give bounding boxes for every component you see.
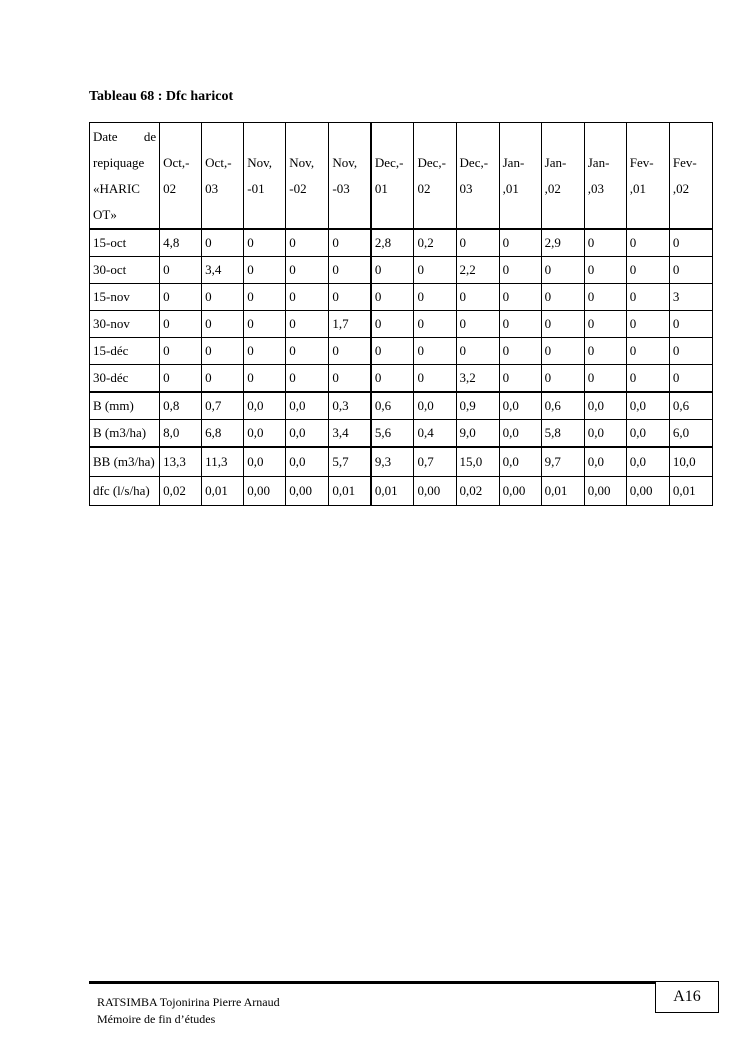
table-cell: 0 — [244, 365, 286, 393]
header-row — [90, 123, 713, 230]
table-cell: 5,6 — [371, 420, 414, 448]
header-date-word: Date — [93, 129, 118, 144]
header-cell: Jan- ,03 — [584, 123, 626, 230]
table-cell: 0 — [160, 284, 202, 311]
header-cell: Nov, -01 — [244, 123, 286, 230]
table-cell: 0 — [286, 365, 329, 393]
table-cell: 0,3 — [329, 392, 371, 420]
footer-author: RATSIMBA Tojonirina Pierre Arnaud — [97, 995, 280, 1009]
table-cell: 9,7 — [541, 447, 584, 477]
header-cell: Dec,- 03 — [456, 123, 499, 230]
table-cell: 0,00 — [244, 477, 286, 506]
table-cell: 10,0 — [669, 447, 712, 477]
table-cell: 6,8 — [202, 420, 244, 448]
table-cell: 0,01 — [329, 477, 371, 506]
header-cell: Nov, -03 — [329, 123, 371, 230]
table-cell: 0,0 — [584, 447, 626, 477]
table-cell: 0 — [244, 311, 286, 338]
table-cell: 3,2 — [456, 365, 499, 393]
row-label: BB (m3/ha) — [90, 447, 160, 477]
table-cell: 0 — [499, 284, 541, 311]
table-cell: 0,0 — [286, 447, 329, 477]
table-cell: 0,02 — [160, 477, 202, 506]
table-cell: 0 — [626, 365, 669, 393]
table-cell: 13,3 — [160, 447, 202, 477]
header-cell: Dec,- 02 — [414, 123, 456, 230]
table-cell: 0,0 — [499, 420, 541, 448]
table-cell: 0,8 — [160, 392, 202, 420]
table-cell: 0,01 — [202, 477, 244, 506]
table-cell: 0 — [626, 338, 669, 365]
table-cell: 5,8 — [541, 420, 584, 448]
table-cell: 0 — [329, 257, 371, 284]
table-cell: 4,8 — [160, 229, 202, 257]
table-cell: 0 — [499, 338, 541, 365]
header-ot: OT» — [93, 207, 117, 222]
table-cell: 0 — [499, 311, 541, 338]
header-de-word: de — [143, 129, 157, 144]
row-label: B (m3/ha) — [90, 420, 160, 448]
table-cell: 0 — [414, 284, 456, 311]
table-title: Tableau 68 : Dfc haricot — [89, 89, 234, 104]
table-cell: 0 — [286, 229, 329, 257]
row-label: 15-nov — [90, 284, 160, 311]
table-cell: 0 — [202, 365, 244, 393]
table-cell: 0,0 — [286, 392, 329, 420]
table-cell: 15,0 — [456, 447, 499, 477]
table-row — [90, 257, 713, 284]
table-cell: 0 — [456, 284, 499, 311]
table-cell: 0,7 — [414, 447, 456, 477]
table-cell: 0 — [371, 311, 414, 338]
table-cell: 0,0 — [626, 392, 669, 420]
table-cell: 0 — [584, 311, 626, 338]
table-cell: 0 — [414, 311, 456, 338]
table-cell: 0,6 — [669, 392, 712, 420]
table-row — [90, 420, 713, 448]
table-cell: 0,7 — [202, 392, 244, 420]
table-cell: 0 — [541, 311, 584, 338]
table-cell: 0,0 — [584, 420, 626, 448]
table-cell: 0,0 — [244, 392, 286, 420]
table-row — [90, 477, 713, 506]
table-cell: 0 — [414, 257, 456, 284]
table-row — [90, 365, 713, 393]
table-cell: 3,4 — [329, 420, 371, 448]
footer-divider — [89, 981, 655, 984]
table-cell: 0 — [456, 311, 499, 338]
table-cell: 3,4 — [202, 257, 244, 284]
table-cell: 0 — [202, 229, 244, 257]
table-cell: 0 — [244, 229, 286, 257]
table-cell: 11,3 — [202, 447, 244, 477]
table-cell: 0,0 — [414, 392, 456, 420]
table-cell: 2,2 — [456, 257, 499, 284]
table-cell: 0 — [584, 365, 626, 393]
table-cell: 0,01 — [541, 477, 584, 506]
table-cell: 6,0 — [669, 420, 712, 448]
table-cell: 0 — [414, 338, 456, 365]
table-row — [90, 392, 713, 420]
table-cell: 0 — [371, 284, 414, 311]
row-label: 15-oct — [90, 229, 160, 257]
table-cell: 0 — [541, 257, 584, 284]
table-cell: 0 — [371, 365, 414, 393]
table-cell: 0 — [669, 257, 712, 284]
table-cell: 0 — [669, 311, 712, 338]
row-label: 30-nov — [90, 311, 160, 338]
table-cell: 0 — [669, 229, 712, 257]
table-cell: 0,00 — [414, 477, 456, 506]
table-cell: 5,7 — [329, 447, 371, 477]
row-label: B (mm) — [90, 392, 160, 420]
header-haric: «HARIC — [93, 181, 140, 196]
table-cell: 0 — [244, 284, 286, 311]
table-cell: 0,0 — [244, 420, 286, 448]
table-cell: 0 — [499, 257, 541, 284]
table-cell: 0 — [160, 257, 202, 284]
table-row — [90, 229, 713, 257]
header-cell: Dec,- 01 — [371, 123, 414, 230]
table-cell: 0 — [286, 284, 329, 311]
table-row — [90, 284, 713, 311]
table-cell: 0 — [456, 229, 499, 257]
table-cell: 0 — [244, 338, 286, 365]
page-number: A16 — [655, 981, 719, 1013]
table-cell: 0 — [286, 311, 329, 338]
table-cell: 0,0 — [626, 420, 669, 448]
table-cell: 0 — [456, 338, 499, 365]
table-cell: 8,0 — [160, 420, 202, 448]
header-cell: Oct,- 03 — [202, 123, 244, 230]
table-cell: 0,01 — [669, 477, 712, 506]
header-cell: Jan- ,02 — [541, 123, 584, 230]
table-cell: 0 — [329, 338, 371, 365]
data-table — [89, 122, 713, 506]
table-cell: 0 — [541, 284, 584, 311]
table-cell: 0 — [584, 338, 626, 365]
table-cell: 0,0 — [244, 447, 286, 477]
footer-subtitle: Mémoire de fin d’études — [97, 1012, 216, 1026]
header-date-cell — [90, 123, 160, 230]
table-cell: 0 — [669, 365, 712, 393]
table-cell: 0,00 — [584, 477, 626, 506]
table-cell: 0 — [626, 257, 669, 284]
table-cell: 0,0 — [584, 392, 626, 420]
table-cell: 9,3 — [371, 447, 414, 477]
row-label: 30-déc — [90, 365, 160, 393]
row-label: dfc (l/s/ha) — [90, 477, 160, 506]
table-cell: 0,9 — [456, 392, 499, 420]
table-cell: 0 — [584, 229, 626, 257]
table-cell: 0 — [499, 365, 541, 393]
table-cell: 0,0 — [626, 447, 669, 477]
table-cell: 0 — [626, 311, 669, 338]
table-cell: 0 — [669, 338, 712, 365]
table-cell: 9,0 — [456, 420, 499, 448]
table-cell: 0 — [371, 338, 414, 365]
table-cell: 0 — [541, 365, 584, 393]
table-cell: 0 — [584, 284, 626, 311]
table-cell: 3 — [669, 284, 712, 311]
table-cell: 0 — [584, 257, 626, 284]
table-cell: 0,0 — [286, 420, 329, 448]
table-cell: 0 — [329, 365, 371, 393]
table-cell: 0 — [160, 311, 202, 338]
header-cell: Jan- ,01 — [499, 123, 541, 230]
table-cell: 2,8 — [371, 229, 414, 257]
table-cell: 0,6 — [541, 392, 584, 420]
table-cell: 0 — [244, 257, 286, 284]
table-row — [90, 447, 713, 477]
table-cell: 0,0 — [499, 392, 541, 420]
table-cell: 0,6 — [371, 392, 414, 420]
table-cell: 0 — [329, 284, 371, 311]
table-cell: 0,0 — [499, 447, 541, 477]
table-row — [90, 338, 713, 365]
table-cell: 0 — [414, 365, 456, 393]
header-repiquage: repiquage — [93, 155, 145, 170]
table-cell: 0 — [329, 229, 371, 257]
header-cell: Fev- ,02 — [669, 123, 712, 230]
table-cell: 1,7 — [329, 311, 371, 338]
table-body — [90, 229, 713, 506]
table-cell: 2,9 — [541, 229, 584, 257]
table-cell: 0 — [160, 365, 202, 393]
table-cell: 0 — [286, 338, 329, 365]
table-cell: 0 — [371, 257, 414, 284]
header-cell: Fev- ,01 — [626, 123, 669, 230]
table-cell: 0 — [626, 229, 669, 257]
table-cell: 0 — [626, 284, 669, 311]
table-cell: 0,02 — [456, 477, 499, 506]
table-cell: 0,4 — [414, 420, 456, 448]
row-label: 30-oct — [90, 257, 160, 284]
header-cell: Oct,- 02 — [160, 123, 202, 230]
table-cell: 0,2 — [414, 229, 456, 257]
table-cell: 0 — [499, 229, 541, 257]
table-cell: 0,01 — [371, 477, 414, 506]
header-cell: Nov, -02 — [286, 123, 329, 230]
row-label: 15-déc — [90, 338, 160, 365]
table-row — [90, 311, 713, 338]
table-cell: 0 — [286, 257, 329, 284]
table-cell: 0 — [160, 338, 202, 365]
table-cell: 0 — [202, 338, 244, 365]
table-cell: 0 — [541, 338, 584, 365]
table-cell: 0 — [202, 284, 244, 311]
table-cell: 0,00 — [286, 477, 329, 506]
table-cell: 0 — [202, 311, 244, 338]
table-cell: 0,00 — [626, 477, 669, 506]
table-cell: 0,00 — [499, 477, 541, 506]
